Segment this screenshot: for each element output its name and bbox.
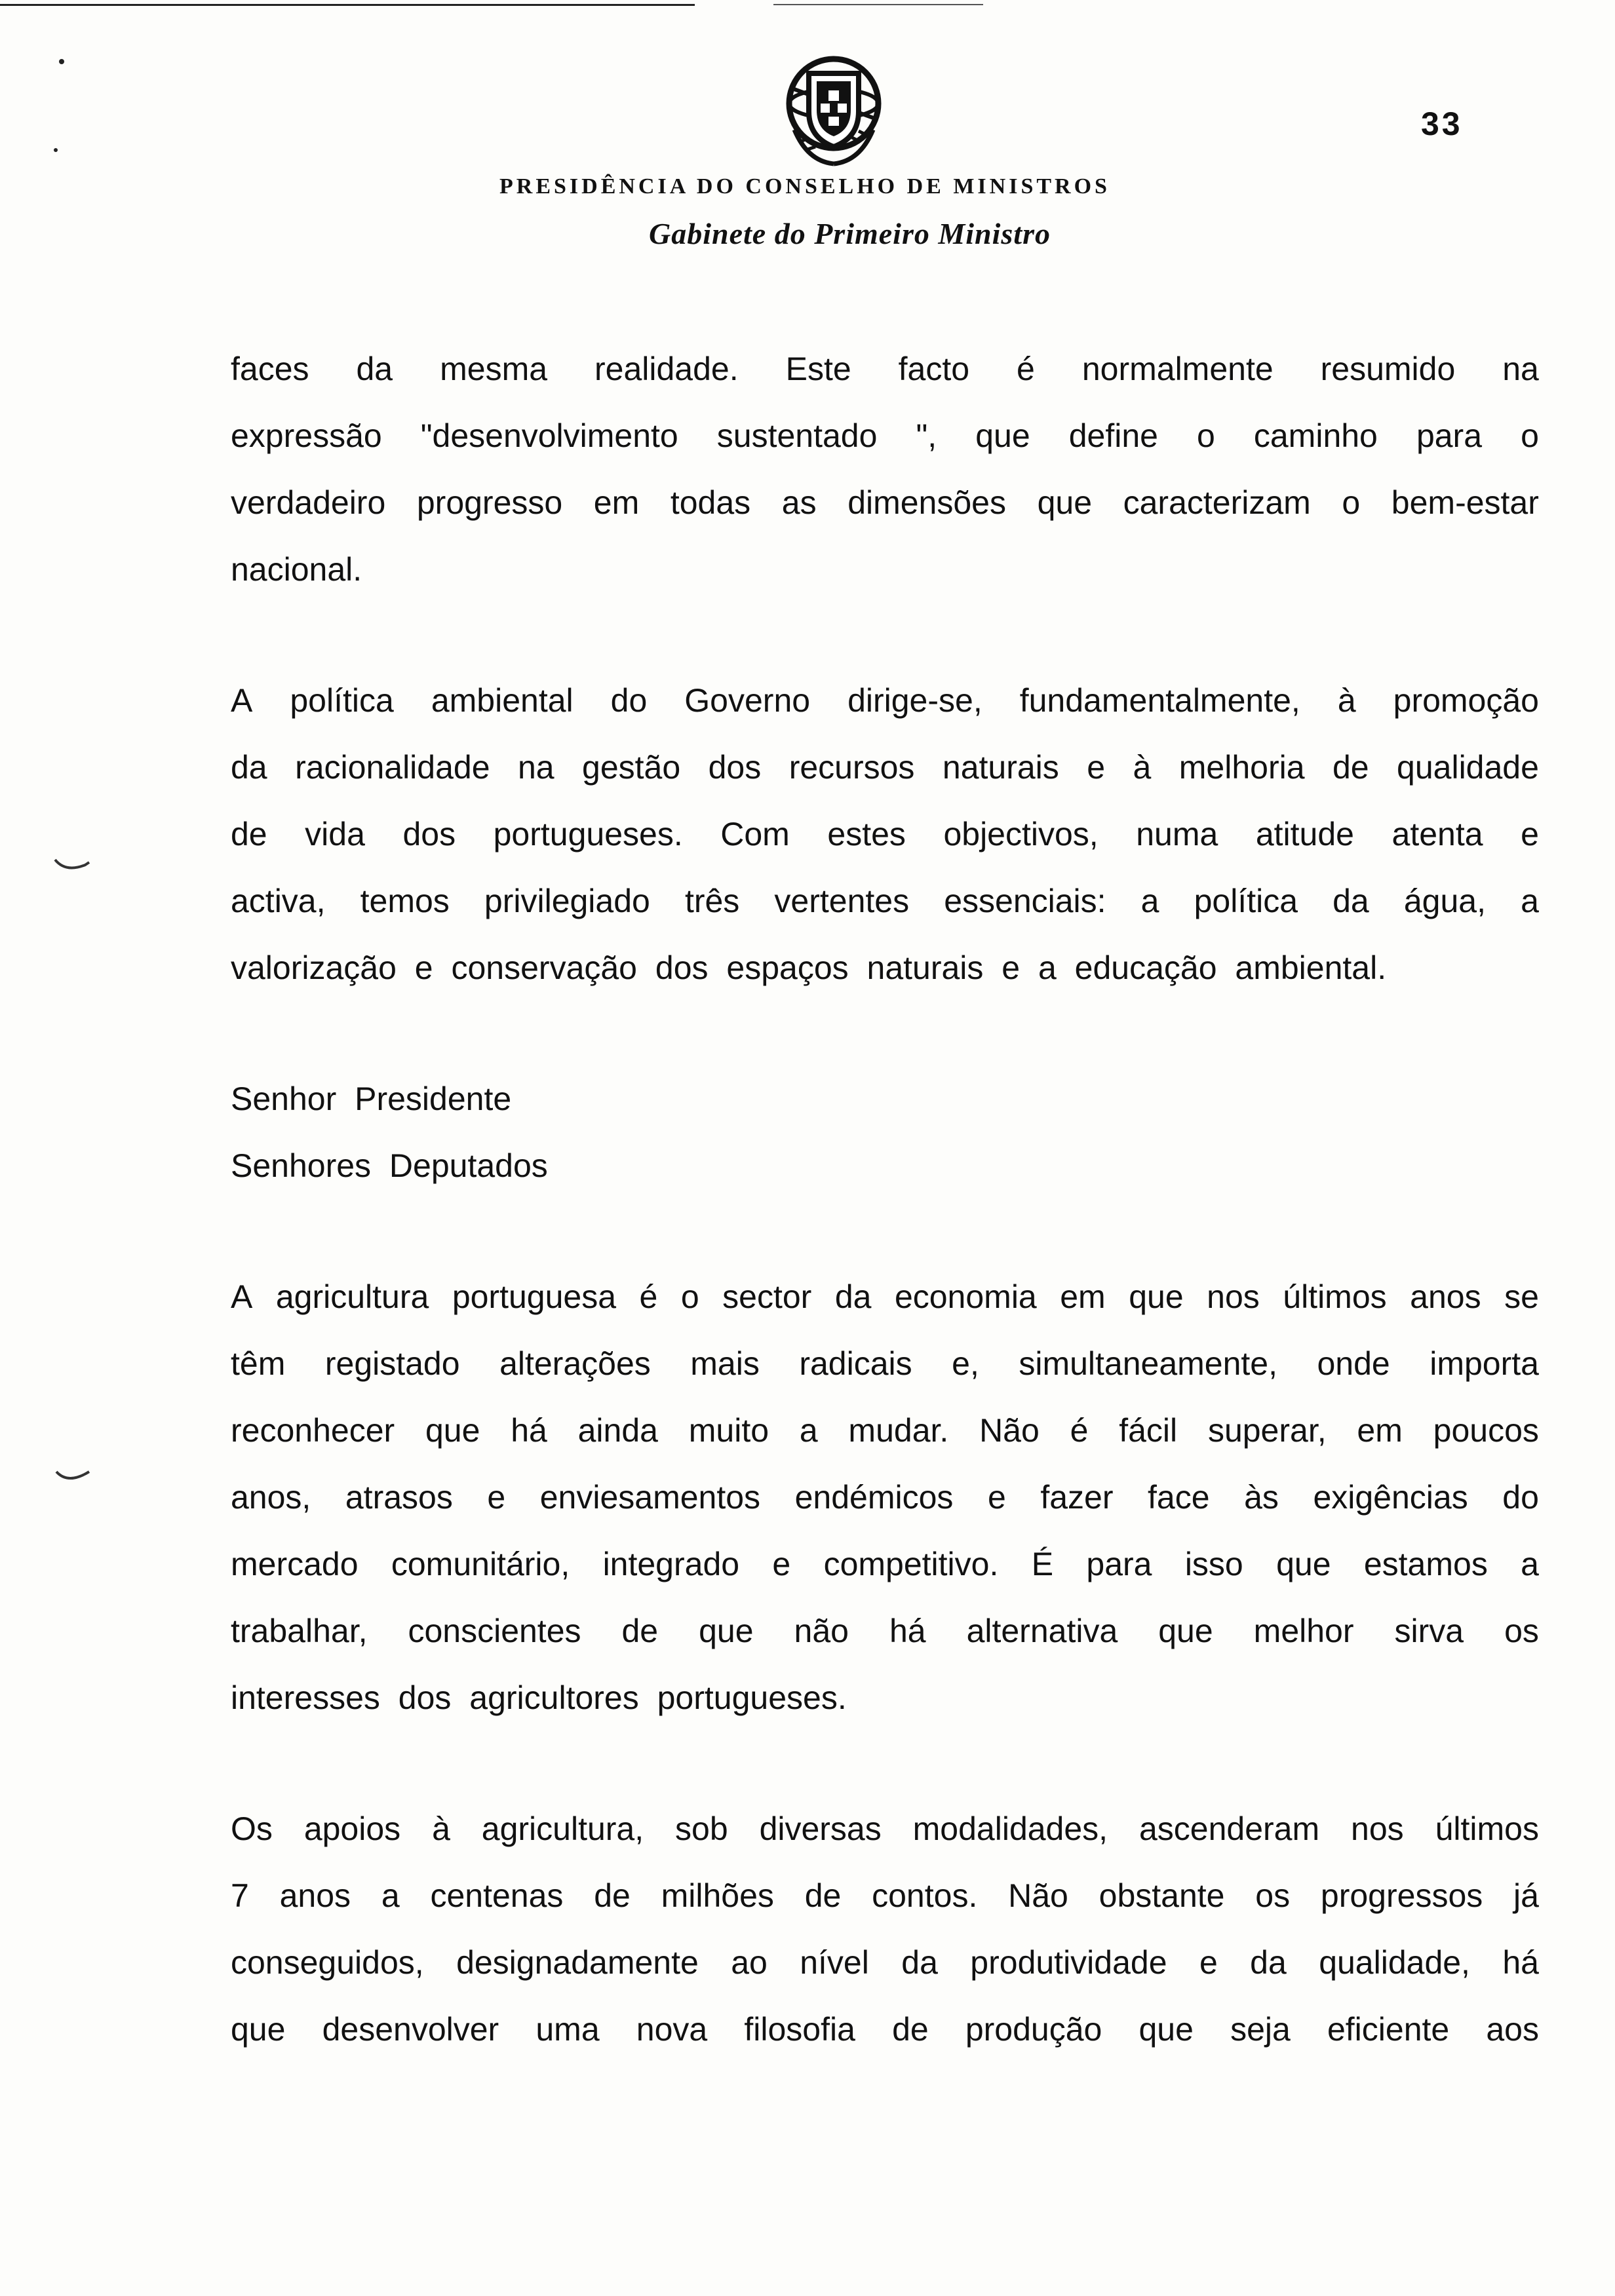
text-line: da racionalidade na gestão dos recursos naturais e à melhoria de qualidade <box>231 749 1539 786</box>
text-line: de vida dos portugueses. Com estes objectivos, numa atitude atenta e <box>231 816 1539 852</box>
text-line: têm registado alterações mais radicais e, simultaneamente, onde importa <box>231 1345 1539 1382</box>
paragraph <box>231 1795 1539 2063</box>
text-line: valorização e conservação dos espaços naturais e a educação ambiental. <box>231 949 1387 986</box>
page-number: 33 <box>1421 105 1463 142</box>
scan-speck <box>54 148 58 152</box>
text-line: reconhecer que há ainda muito a mudar. Não é fácil superar, em poucos <box>231 1412 1539 1449</box>
margin-check-mark <box>52 856 92 875</box>
text-line: Os apoios à agricultura, sob diversas modalidades, ascenderam nos últimos <box>231 1810 1539 1847</box>
text-line: A política ambiental do Governo dirige-se, fundamentalmente, à promoção <box>231 682 1539 719</box>
text-line: nacional. <box>231 551 362 588</box>
scan-speck <box>59 59 64 64</box>
text-line: faces da mesma realidade. Este facto é normalmente resumido na <box>231 351 1539 387</box>
text-line: 7 anos a centenas de milhões de contos. Não obstante os progressos já <box>231 1877 1539 1914</box>
paragraph <box>231 667 1539 1001</box>
text-line: Senhor Presidente <box>231 1081 512 1117</box>
text-line: Senhores Deputados <box>231 1147 548 1184</box>
text-line: expressão "desenvolvimento sustentado ", que define o caminho para o <box>231 417 1539 454</box>
text-line: trabalhar, conscientes de que não há alternativa que melhor sirva os <box>231 1613 1539 1649</box>
cabinet-subheading: Gabinete do Primeiro Ministro <box>649 217 1051 250</box>
paragraph <box>231 335 1539 603</box>
paragraph <box>231 1263 1539 1731</box>
text-line: interesses dos agricultores portugueses. <box>231 1679 847 1716</box>
scan-top-edge-line <box>0 4 695 6</box>
text-line: mercado comunitário, integrado e competitivo. É para isso que estamos a <box>231 1546 1539 1582</box>
margin-check-mark <box>54 1466 93 1486</box>
text-line: anos, atrasos e enviesamentos endémicos e fazer face às exigências do <box>231 1479 1539 1516</box>
text-line: que desenvolver uma nova filosofia de produção que seja eficiente aos <box>231 2011 1539 2048</box>
portuguese-coat-of-arms-icon <box>768 51 899 169</box>
text-line: A agricultura portuguesa é o sector da economia em que nos últimos anos se <box>231 1278 1539 1315</box>
scan-top-edge-line-2 <box>773 4 983 5</box>
institution-heading: PRESIDÊNCIA DO CONSELHO DE MINISTROS <box>499 174 1110 199</box>
text-line: verdadeiro progresso em todas as dimensões que caracterizam o bem-estar <box>231 484 1539 521</box>
text-line: activa, temos privilegiado três vertentes essenciais: a política da água, a <box>231 883 1539 919</box>
text-line: conseguidos, designadamente ao nível da produtividade e da qualidade, há <box>231 1944 1539 1981</box>
salutation <box>231 1065 1539 1199</box>
body-text <box>231 335 1539 2063</box>
